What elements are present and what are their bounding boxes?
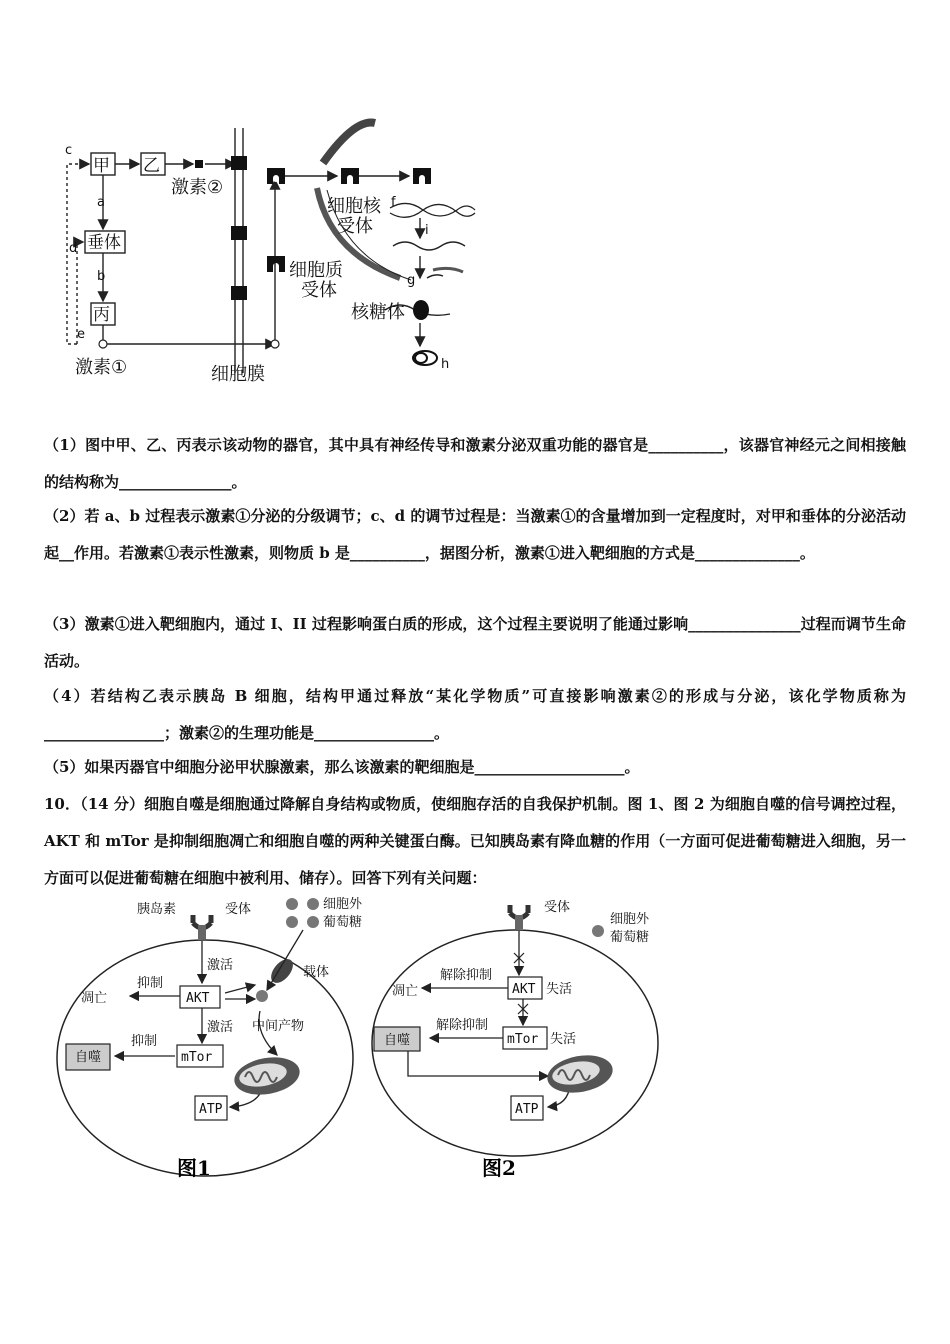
question-2: （2）若 a、b 过程表示激素①分泌的分级调节；c、d 的调节过程是：当激素①的含量增加到一定程度时，对甲和垂体的分泌活动起__作用。若激素①表示性激素，则物质 b 是__________，据图分析，激素①进入靶细胞的方式是______________。 xyxy=(44,507,906,562)
fig1-apoptosis: 凋亡 xyxy=(81,991,108,1006)
label-cyto-receptor-1: 细胞质 xyxy=(289,260,343,281)
fig1-activate-1: 激活 xyxy=(207,958,234,973)
fig1-inhibit-2: 抑制 xyxy=(131,1034,158,1049)
fig2-mtor: mTor xyxy=(507,1032,539,1047)
label-yi: 乙 xyxy=(143,156,160,176)
label-nuc-receptor-1: 细胞核 xyxy=(327,196,381,217)
fig1-akt: AKT xyxy=(186,991,210,1006)
label-a: a xyxy=(97,195,105,210)
label-hormone1: 激素① xyxy=(75,357,128,378)
fig1-carrier: 载体 xyxy=(303,965,330,980)
fig1-glucose-2: 葡萄糖 xyxy=(323,915,363,930)
label-c: c xyxy=(65,143,73,158)
fig2-apoptosis: 凋亡 xyxy=(392,984,419,999)
question-3: （3）激素①进入靶细胞内，通过 I、II 过程影响蛋白质的形成，这个过程主要说明了能通过影响_______________过程而调节生命活动。 xyxy=(44,615,906,670)
fig2-akt: AKT xyxy=(512,982,536,997)
fig1-activate-2: 激活 xyxy=(207,1020,234,1035)
label-bing: 丙 xyxy=(93,305,110,325)
fig1-caption: 图1 xyxy=(177,1156,211,1180)
label-hormone2: 激素② xyxy=(171,177,224,198)
fig1-insulin: 胰岛素 xyxy=(137,902,177,917)
label-membrane: 细胞膜 xyxy=(211,364,265,385)
question-4: （4）若结构乙表示胰岛 B 细胞，结构甲通过释放“某化学物质”可直接影响激素②的形成与分泌，该化学物质称为________________；激素②的生理功能是________________。 xyxy=(44,687,906,742)
fig1-receptor: 受体 xyxy=(225,902,252,917)
label-cyto-receptor-2: 受体 xyxy=(301,280,337,301)
fig2-inactive-2: 失活 xyxy=(550,1032,577,1047)
label-g: g xyxy=(407,273,416,288)
figure-1-autophagy xyxy=(55,893,380,1188)
question-1: （1）图中甲、乙、丙表示该动物的器官，其中具有神经传导和激素分泌双重功能的器官是__________，该器官神经元之间相接触的结构称为_______________。 xyxy=(44,436,906,491)
label-chuiti: 垂体 xyxy=(87,233,121,253)
fig1-atp: ATP xyxy=(199,1102,223,1117)
fig1-autophagy: 自噬 xyxy=(75,1050,102,1065)
label-f: f xyxy=(391,195,396,210)
fig2-release-2: 解除抑制 xyxy=(436,1018,489,1033)
fig2-caption: 图2 xyxy=(482,1156,516,1180)
fig2-glucose-1: 细胞外 xyxy=(610,912,650,927)
label-b: b xyxy=(97,269,106,284)
fig2-release-1: 解除抑制 xyxy=(440,968,493,983)
question-5: （5）如果丙器官中细胞分泌甲状腺激素，那么该激素的靶细胞是____________________。 xyxy=(44,758,640,776)
fig2-glucose-2: 葡萄糖 xyxy=(610,930,650,945)
fig2-inactive-1: 失活 xyxy=(546,982,573,997)
fig2-atp: ATP xyxy=(515,1102,539,1117)
fig1-intermediate: 中间产物 xyxy=(252,1019,305,1034)
label-d: d xyxy=(69,241,78,256)
label-nuc-receptor-2: 受体 xyxy=(337,216,373,237)
question-10: 10．（14 分）细胞自噬是细胞通过降解自身结构或物质，使细胞存活的自我保护机制。图 1、图 2 为细胞自噬的信号调控过程，AKT 和 mTor 是抑制细胞凋亡和细胞自噬的两种关键蛋白酶。已知胰岛素有降血糖的作用（一方面可促进葡萄糖进入细胞，另一方面可以促进葡萄糖在细胞中被利用、储存）。回答下列有关问题： xyxy=(44,795,906,887)
label-h: h xyxy=(441,357,450,372)
fig2-autophagy: 自噬 xyxy=(384,1033,411,1048)
label-ribosome: 核糖体 xyxy=(351,302,405,323)
fig1-mtor: mTor xyxy=(181,1050,213,1065)
label-i: i xyxy=(425,223,429,238)
fig2-receptor: 受体 xyxy=(544,900,571,915)
label-e: e xyxy=(77,327,85,342)
hormone-regulation-diagram xyxy=(55,118,485,388)
fig1-glucose-1: 细胞外 xyxy=(323,897,363,912)
fig1-inhibit-1: 抑制 xyxy=(137,976,164,991)
figure-2-autophagy xyxy=(370,893,680,1188)
label-jia: 甲 xyxy=(93,156,110,176)
